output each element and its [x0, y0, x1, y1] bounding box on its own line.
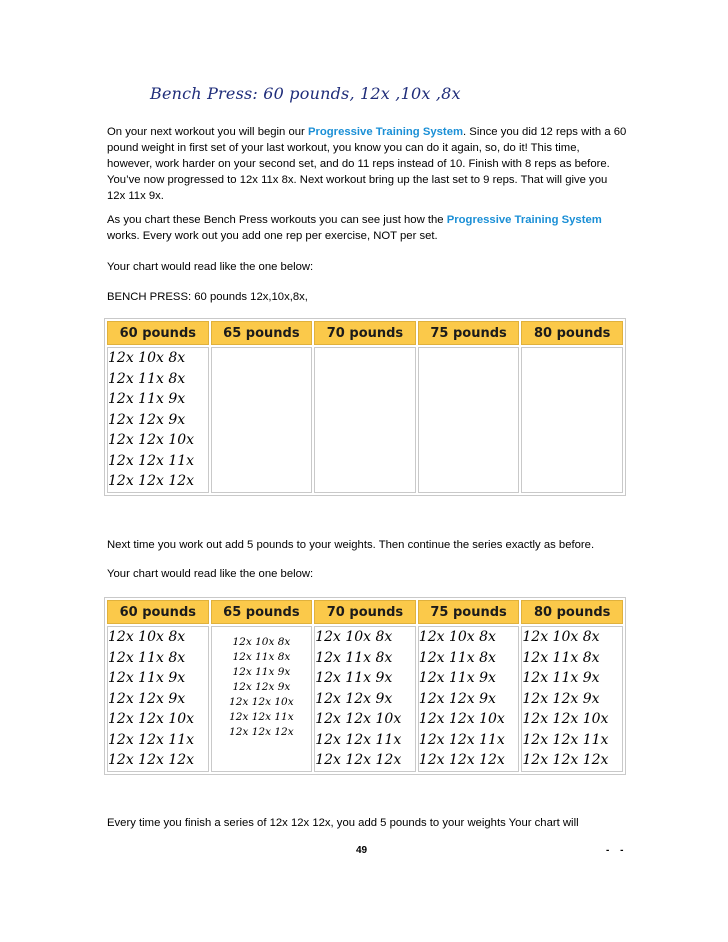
rep-entry: 12x 12x 11x — [522, 731, 609, 748]
table-cell — [314, 626, 416, 772]
rep-entry: 12x 12x 10x — [315, 711, 402, 727]
rep-entry: 12x 12x 11x — [418, 731, 505, 748]
rep-entry: 12x 11x 9x — [522, 670, 600, 686]
table-row — [107, 626, 623, 772]
rep-entry: 12x 12x 10x — [522, 711, 609, 727]
paragraph-add-weight: Next time you work out add 5 pounds to your weights. Then continue the series exactly as before. — [107, 539, 595, 551]
rep-entry: 12x 12x 12x — [315, 752, 402, 768]
rep-entry: 12x 11x 9x — [232, 666, 291, 678]
column-header: 70 pounds — [314, 600, 416, 624]
table-cell — [521, 347, 623, 493]
paragraph-series-finish: Every time you finish a series of 12x 12x 12x, you add 5 pounds to your weights Your chart will — [107, 817, 579, 829]
table-header-row — [107, 321, 623, 345]
rep-entry: 12x 12x 12x — [108, 752, 195, 768]
column-header: 65 pounds — [211, 321, 313, 345]
progress-chart-1 — [104, 318, 626, 496]
rep-entry: 12x 12x 9x — [108, 411, 186, 428]
paragraph-text: On your next workout you will begin our — [107, 126, 308, 138]
rep-entry: 12x 12x 9x — [315, 690, 393, 707]
rep-entry: 12x 11x 8x — [232, 651, 291, 663]
column-header: 80 pounds — [521, 321, 623, 345]
paragraph-chart-explanation — [107, 212, 627, 244]
table-row — [107, 347, 623, 493]
rep-entry: 12x 12x 12x — [418, 752, 505, 768]
progress-chart-2 — [104, 597, 626, 775]
rep-entry: 12x 10x 8x — [522, 629, 600, 645]
rep-entry: 12x 12x 12x — [522, 752, 609, 768]
table-header-row — [107, 600, 623, 624]
rep-entry: 12x 12x 9x — [108, 690, 186, 707]
table-cell — [521, 626, 623, 772]
paragraph-text: As you chart these Bench Press workouts you can see just how the — [107, 214, 447, 226]
rep-entry: 12x 11x 9x — [108, 670, 186, 686]
rep-entry: 12x 10x 8x — [232, 636, 291, 648]
rep-entry: 12x 11x 9x — [315, 670, 393, 686]
rep-list-small — [212, 627, 312, 740]
rep-entry: 12x 11x 9x — [418, 670, 496, 686]
rep-entry: 12x 11x 8x — [315, 649, 393, 666]
rep-entry: 12x 10x 8x — [108, 350, 186, 366]
highlight-term: Progressive Training System — [307, 126, 464, 138]
paragraph-text: . Since you did 12 reps with a 60 pound weight in first set of your last workout, you know you can do it again, so, do it! This time, however, work harder on your second set, and do 11 reps instead of 10. Finish with 8 reps as before. You’ve now progressed to 12x 11x 8x. Next workout bring up the last set to 9 reps. That will give you 12x 11x 9x. — [107, 126, 627, 202]
rep-entry: 12x 12x 12x — [229, 726, 294, 738]
rep-entry: 12x 11x 8x — [108, 649, 186, 666]
rep-entry: 12x 12x 11x — [108, 452, 195, 469]
column-header: 75 pounds — [418, 600, 520, 624]
rep-entry: 12x 12x 11x — [229, 711, 294, 723]
rep-entry: 12x 12x 10x — [418, 711, 505, 727]
rep-entry: 12x 12x 10x — [108, 432, 195, 448]
table-cell — [211, 347, 313, 493]
column-header: 75 pounds — [418, 321, 520, 345]
rep-entry: 12x 12x 9x — [418, 690, 496, 707]
column-header: 80 pounds — [521, 600, 623, 624]
table-cell — [107, 626, 209, 772]
table-cell — [418, 347, 520, 493]
column-header: 65 pounds — [211, 600, 313, 624]
table-cell — [314, 347, 416, 493]
column-header: 60 pounds — [107, 600, 209, 624]
rep-entry: 12x 12x 10x — [229, 696, 294, 708]
rep-entry: 12x 11x 9x — [108, 391, 186, 407]
rep-entry: 12x 11x 8x — [108, 370, 186, 387]
rep-entry: 12x 12x 9x — [232, 681, 291, 693]
page-number: 49 — [356, 845, 368, 856]
rep-entry: 12x 12x 9x — [522, 690, 600, 707]
paragraph-chart-intro-2: Your chart would read like the one below: — [107, 568, 314, 580]
table-cell — [211, 626, 313, 772]
rep-entry: 12x 11x 8x — [522, 649, 600, 666]
page-heading: Bench Press: 60 pounds, 12x ,10x ,8x — [150, 84, 461, 103]
rep-entry: 12x 12x 10x — [108, 711, 195, 727]
rep-entry: 12x 12x 12x — [108, 473, 195, 489]
highlight-term: Progressive Training System — [446, 214, 602, 226]
paragraph-intro — [107, 124, 627, 204]
column-header: 60 pounds — [107, 321, 209, 345]
table-cell — [418, 626, 520, 772]
footer-mark: - - — [606, 845, 628, 856]
rep-entry: 12x 10x 8x — [315, 629, 393, 645]
paragraph-text: works. Every work out you add one rep per exercise, NOT per set. — [107, 230, 438, 242]
paragraph-chart-intro: Your chart would read like the one below: — [107, 261, 314, 273]
rep-entry: 12x 10x 8x — [108, 629, 186, 645]
rep-entry: 12x 10x 8x — [418, 629, 496, 645]
paragraph-bench-press: BENCH PRESS: 60 pounds 12x,10x,8x, — [107, 291, 308, 303]
rep-entry: 12x 11x 8x — [418, 649, 496, 666]
table-cell — [107, 347, 209, 493]
rep-entry: 12x 12x 11x — [108, 731, 195, 748]
column-header: 70 pounds — [314, 321, 416, 345]
rep-entry: 12x 12x 11x — [315, 731, 402, 748]
